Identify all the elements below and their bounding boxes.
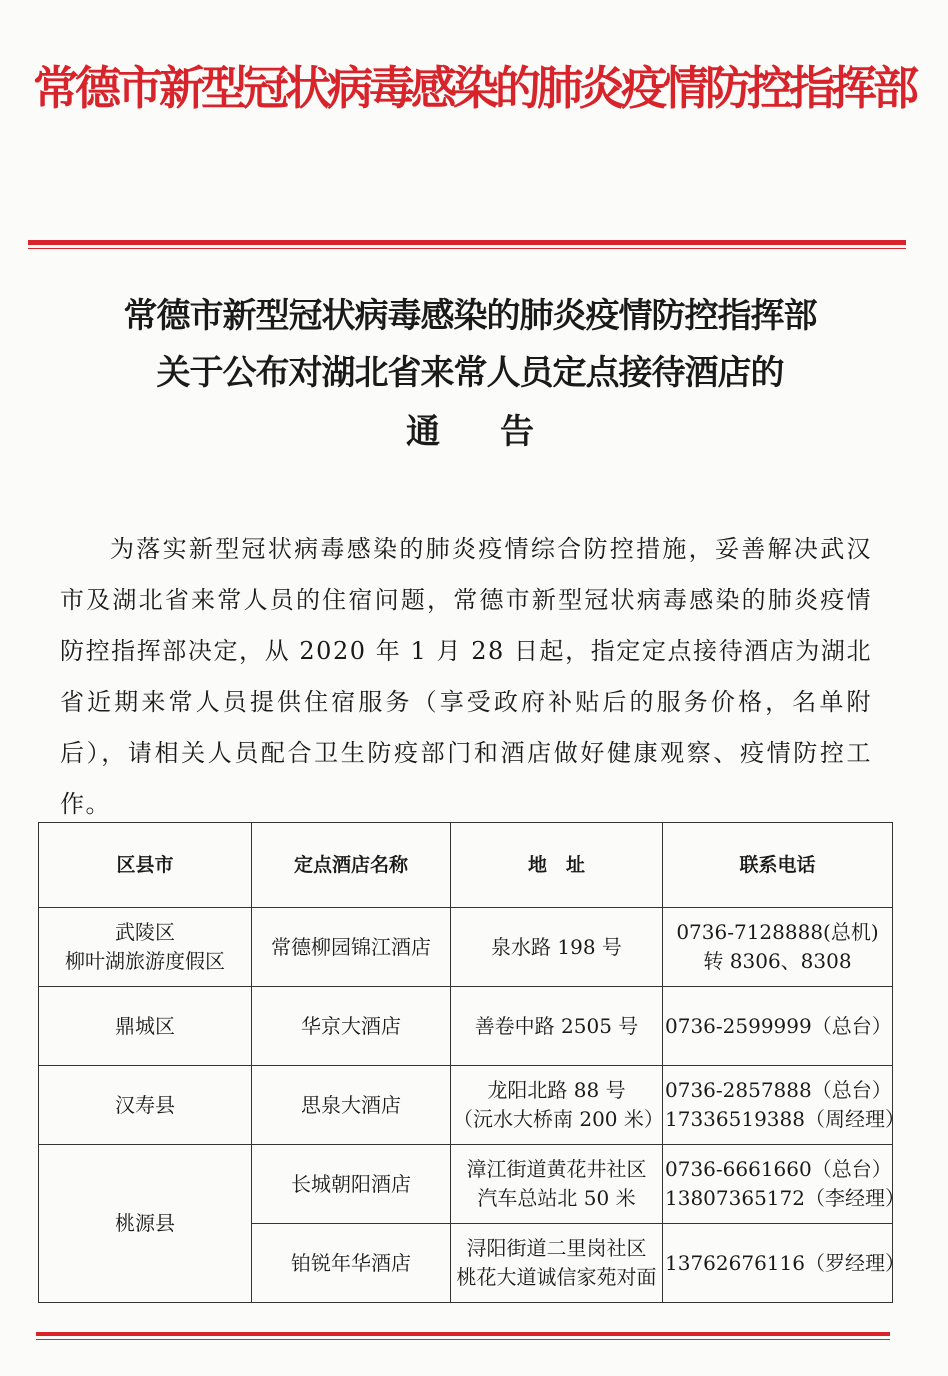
phone-line: 转 8306、8308 [703,949,852,973]
phone-cell [663,908,893,987]
address-line: 善卷中路 2505 号 [474,1013,639,1038]
top-red-rule [28,240,906,245]
hotel-cell: 长城朝阳酒店 [252,1145,451,1224]
address-line: 龙阳北路 88 号 [487,1078,626,1102]
district-cell [39,987,252,1066]
district-cell [39,1145,252,1303]
masthead-title: 常德市新型冠状病毒感染的肺炎疫情防控指挥部 [33,61,915,115]
phone-cell [663,1066,905,1145]
address-cell [451,987,663,1066]
table-row [39,1145,893,1224]
table-row [39,987,893,1066]
notice-title-line-1: 常德市新型冠状病毒感染的肺炎疫情防控指挥部 [123,296,817,336]
hotel-cell: 铂锐年华酒店 [252,1224,451,1303]
notice-title-line-3: 通告 [406,412,594,452]
bottom-red-rule [36,1332,890,1336]
hotel-cell: 常德柳园锦江酒店 [252,908,451,987]
address-line: 浔阳街道二里岗社区 [466,1236,647,1260]
district-cell [39,1066,252,1145]
phone-line: 0736-2599999（总台） [665,1013,892,1038]
district-line: 武陵区 [115,920,175,944]
hotel-table [38,822,905,1303]
phone-cell [663,1145,905,1224]
phone-cell [663,1224,905,1303]
phone-cell [663,987,893,1066]
hotel-cell: 华京大酒店 [252,987,451,1066]
header-hotel: 定点酒店名称 [252,823,451,908]
address-line: 漳江街道黄花井社区 [466,1157,647,1181]
table-row [39,1066,893,1145]
phone-line: 13807365172（李经理） [665,1186,905,1210]
address-line: 桃花大道诚信家苑对面 [456,1265,657,1289]
phone-line: 0736-7128888(总机) [676,920,879,944]
top-red-rule-thin [28,248,906,249]
district-line: 桃源县 [115,1211,175,1235]
table-row [39,908,893,987]
bottom-red-rule-thin [36,1339,890,1340]
district-line: 汉寿县 [115,1092,175,1117]
address-cell [451,1224,663,1303]
hotel-cell: 思泉大酒店 [252,1066,451,1145]
address-cell [451,1066,663,1145]
district-cell [39,908,252,987]
phone-line: 0736-6661660（总台） [665,1157,892,1181]
district-line: 鼎城区 [115,1013,175,1038]
address-cell [451,1145,663,1224]
address-line: 汽车总站北 50 米 [477,1186,636,1210]
header-district: 区县市 [39,823,252,908]
address-line: 泉水路 198 号 [491,934,622,959]
phone-line: 13762676116（罗经理） [665,1250,905,1275]
address-cell [451,908,663,987]
notice-body-paragraph: 为落实新型冠状病毒感染的肺炎疫情综合防控措施，妥善解决武汉市及湖北省来常人员的住宿问题，常德市新型冠状病毒感染的肺炎疫情防控指挥部决定，从 2020 年 1 月 28 日起，指定定点接待酒店为湖北省近期来常人员提供住宿服务（享受政府补贴后的服务价格，名单附后），请相关人员配合卫生防疫部门和酒店做好健康观察、疫情防控工作。 [60,535,872,818]
district-line: 柳叶湖旅游度假区 [65,949,225,973]
header-phone: 联系电话 [663,823,893,908]
address-line: （沅水大桥南 200 米） [453,1107,664,1131]
phone-line: 0736-2857888（总台） [665,1078,892,1102]
header-address: 地 址 [451,823,663,908]
table-header-row [39,823,893,908]
notice-title-line-2: 关于公布对湖北省来常人员定点接待酒店的 [156,353,784,393]
phone-line: 17336519388（周经理） [665,1107,905,1131]
